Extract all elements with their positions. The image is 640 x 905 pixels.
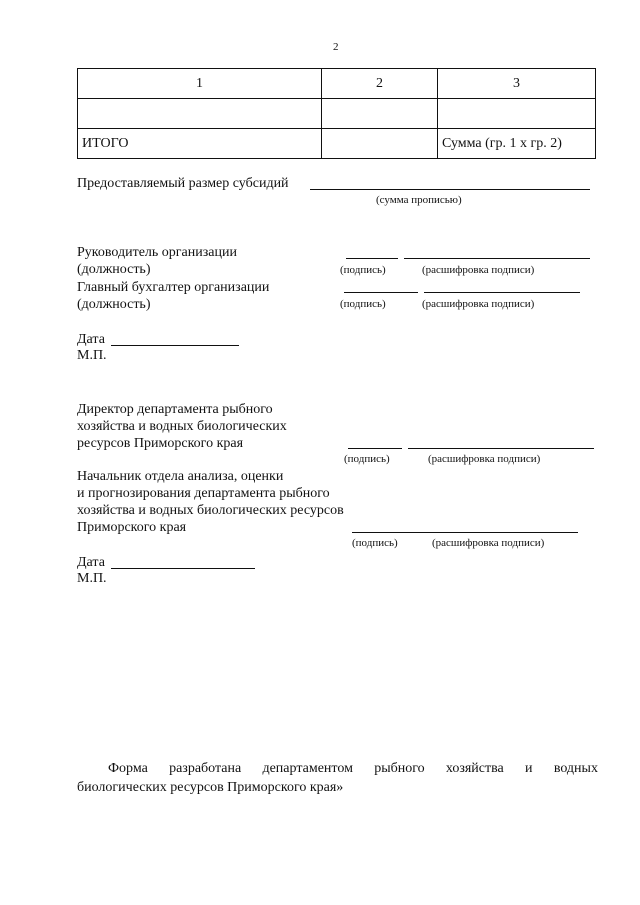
department-head-title-line: и прогнозирования департамента рыбного: [77, 486, 330, 501]
head-position: (должность): [77, 262, 151, 277]
subsidy-table: [77, 68, 596, 159]
total-formula: Сумма (гр. 1 х гр. 2): [438, 129, 596, 159]
note-word: департаментом: [262, 761, 353, 776]
director-signature-hint: (подпись): [344, 453, 390, 465]
total-label: ИТОГО: [78, 129, 322, 159]
table-row: [78, 99, 596, 129]
department-head-title-line: хозяйства и водных биологических ресурсов: [77, 503, 344, 518]
table-cell: [438, 99, 596, 129]
accountant-decode-line: [424, 292, 580, 293]
note-word: водных: [553, 761, 598, 776]
department-head-decode-hint: (расшифровка подписи): [432, 537, 545, 549]
note-word: разработана: [169, 761, 242, 776]
department-head-title-line: Начальник отдела анализа, оценки: [77, 469, 284, 484]
form-origin-note-line: биологических ресурсов Приморского края»: [77, 780, 344, 795]
note-word: хозяйства: [445, 761, 504, 776]
table-cell: [322, 99, 438, 129]
director-decode-hint: (расшифровка подписи): [428, 453, 541, 465]
head-decode-line: [404, 258, 590, 259]
department-head-title-line: Приморского края: [77, 520, 187, 535]
accountant-signature-line: [344, 292, 418, 293]
seal-label: М.П.: [77, 571, 107, 586]
date-line: [111, 345, 239, 346]
director-title-line: ресурсов Приморского края: [77, 436, 244, 451]
table-header-cell: 2: [322, 69, 438, 99]
head-signature-hint: (подпись): [340, 264, 386, 276]
accountant-label: Главный бухгалтер организации: [77, 280, 270, 295]
form-origin-note: [77, 759, 598, 797]
director-signature-line: [348, 448, 402, 449]
table-total-row: [78, 129, 596, 159]
head-signature-line: [346, 258, 398, 259]
accountant-decode-hint: (расшифровка подписи): [422, 298, 535, 310]
note-word: и: [525, 761, 533, 776]
page-number: 2: [333, 41, 339, 53]
accountant-position: (должность): [77, 297, 151, 312]
table-cell: [322, 129, 438, 159]
date-line: [111, 568, 255, 569]
director-title-line: хозяйства и водных биологических: [77, 419, 287, 434]
form-origin-note-line: [77, 759, 598, 778]
table-cell: [78, 99, 322, 129]
subsidy-amount-line: [310, 189, 590, 190]
department-head-signature-line: [352, 532, 578, 533]
director-title-line: Директор департамента рыбного: [77, 402, 273, 417]
date-label: Дата: [77, 332, 105, 347]
seal-label: М.П.: [77, 348, 107, 363]
accountant-signature-hint: (подпись): [340, 298, 386, 310]
head-decode-hint: (расшифровка подписи): [422, 264, 535, 276]
table-header-cell: 1: [78, 69, 322, 99]
table-header-cell: 3: [438, 69, 596, 99]
note-word: рыбного: [374, 761, 425, 776]
note-word: Форма: [108, 761, 148, 776]
head-label: Руководитель организации: [77, 245, 237, 260]
department-head-signature-hint: (подпись): [352, 537, 398, 549]
date-label: Дата: [77, 555, 105, 570]
subsidy-label: Предоставляемый размер субсидий: [77, 176, 289, 191]
table-header-row: [78, 69, 596, 99]
subsidy-hint: (сумма прописью): [376, 194, 462, 206]
director-decode-line: [408, 448, 594, 449]
